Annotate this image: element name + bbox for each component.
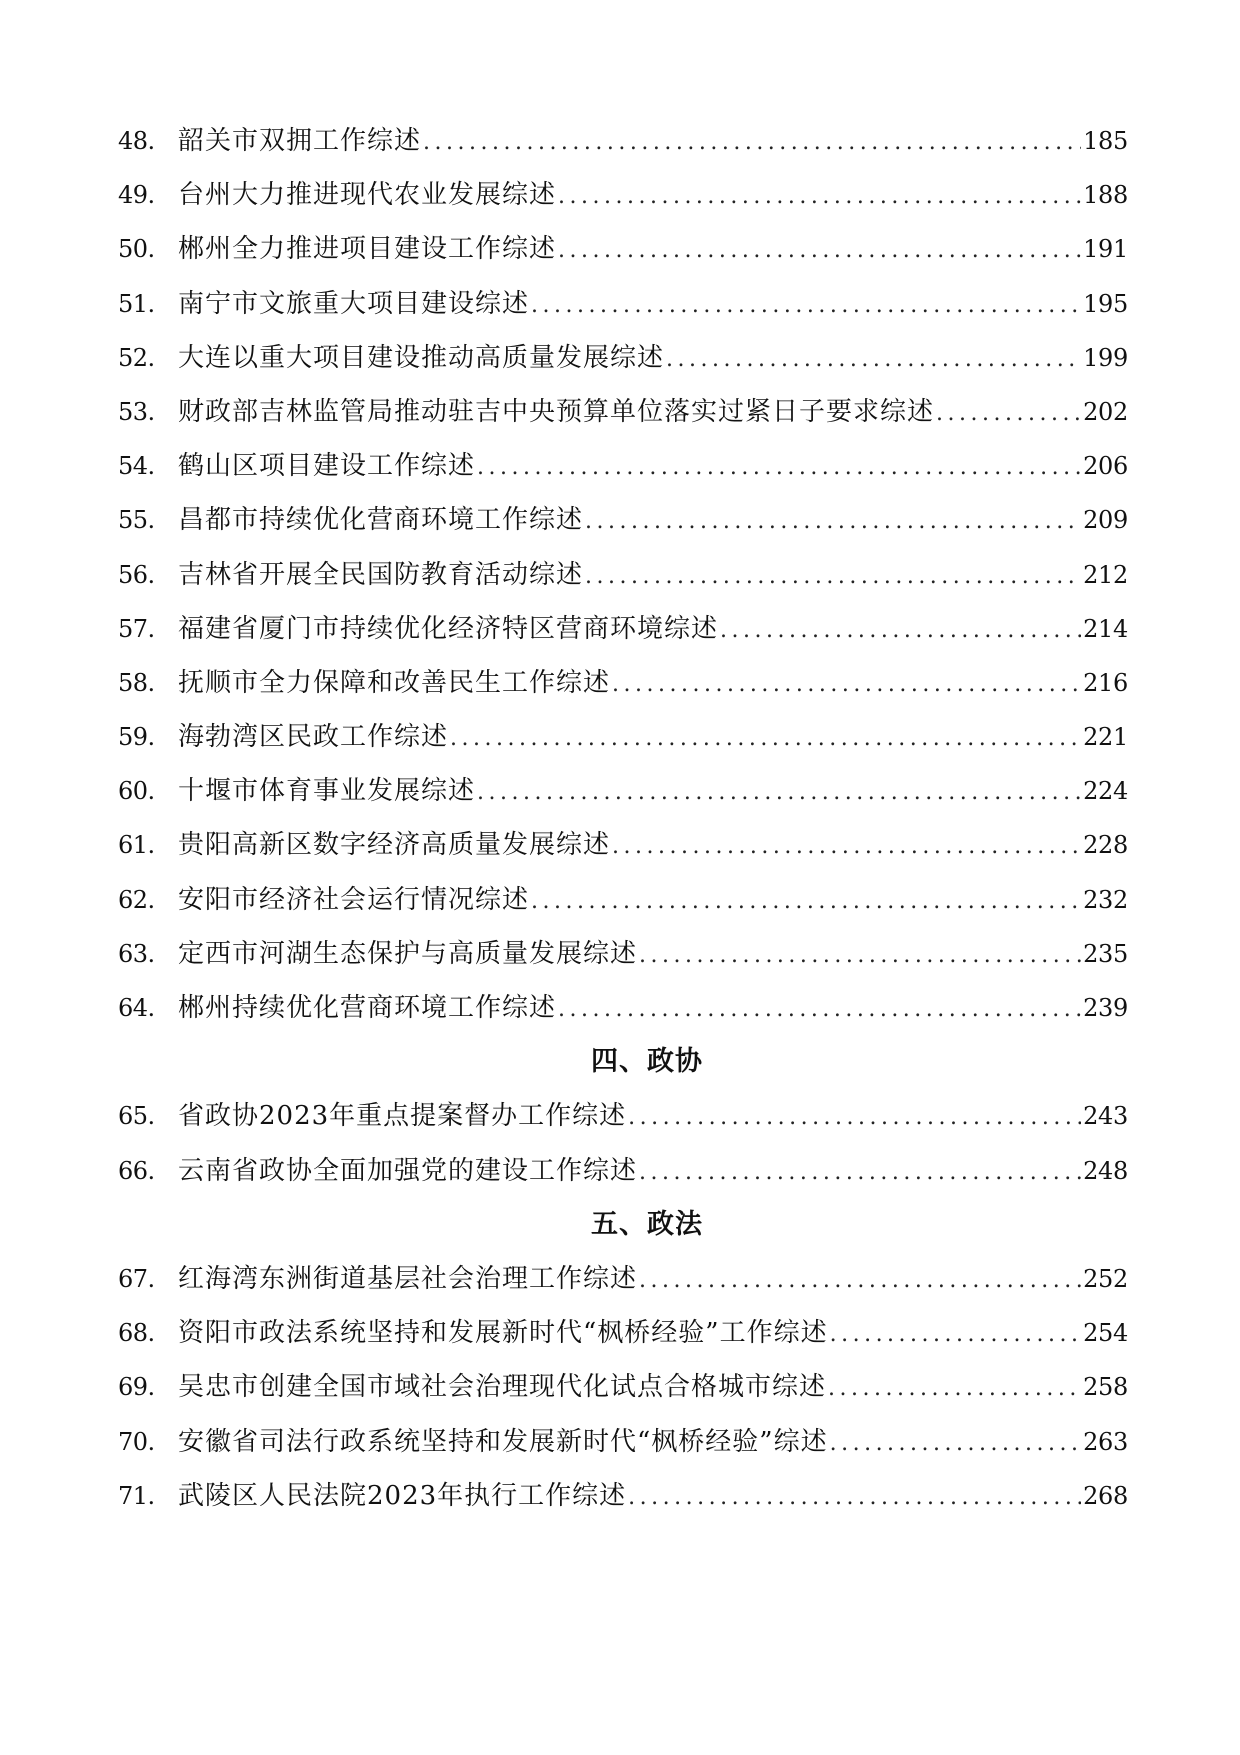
toc-entry[interactable] [118, 289, 1128, 343]
toc-entry-title: 抚顺市全力保障和改善民生工作综述 [178, 667, 611, 698]
toc-entry-page-number: 232 [1083, 885, 1128, 914]
toc-entry-number: 55. [118, 506, 155, 535]
toc-dot-leader [828, 1374, 1081, 1404]
toc-entry[interactable] [118, 668, 1128, 722]
toc-group-cppcc [118, 1101, 1128, 1209]
toc-entry-title: 武陵区人民法院2023年执行工作综述 [178, 1480, 627, 1511]
toc-dot-leader [558, 182, 1081, 212]
toc-dot-leader [558, 236, 1081, 266]
toc-entry-number: 57. [118, 614, 155, 643]
toc-dot-leader [628, 1103, 1081, 1133]
toc-entry-title: 安徽省司法行政系统坚持和发展新时代“枫桥经验”综述 [178, 1426, 828, 1457]
toc-entry-page-number: 228 [1083, 831, 1128, 860]
toc-entry-title: 定西市河湖生态保护与高质量发展综述 [178, 938, 638, 969]
toc-entry-number: 66. [118, 1156, 155, 1185]
toc-dot-leader [423, 128, 1081, 158]
toc-entry-title: 安阳市经济社会运行情况综述 [178, 884, 530, 915]
toc-entry-page-number: 224 [1083, 777, 1128, 806]
table-of-contents [118, 126, 1128, 1535]
toc-entry-number: 51. [118, 289, 155, 318]
toc-entry-title: 红海湾东洲街道基层社会治理工作综述 [178, 1263, 638, 1294]
toc-entry-page-number: 239 [1083, 994, 1128, 1022]
toc-group-economy [118, 126, 1128, 1047]
toc-entry-page-number: 185 [1083, 127, 1128, 155]
toc-entry[interactable] [118, 939, 1128, 993]
toc-entry-number: 56. [118, 560, 155, 589]
toc-entry-number: 54. [118, 452, 155, 481]
toc-dot-leader [585, 507, 1081, 537]
toc-entry-title: 财政部吉林监管局推动驻吉中央预算单位落实过紧日子要求综述 [178, 396, 935, 427]
toc-entry[interactable] [118, 722, 1128, 776]
toc-entry-number: 67. [118, 1264, 155, 1293]
toc-entry-number: 49. [118, 181, 155, 210]
toc-entry-page-number: 252 [1083, 1264, 1128, 1293]
toc-entry-page-number: 235 [1083, 939, 1128, 968]
toc-entry-number: 65. [118, 1102, 155, 1131]
toc-dot-leader [628, 1483, 1081, 1513]
toc-entry[interactable] [118, 776, 1128, 830]
toc-entry-title: 资阳市政法系统坚持和发展新时代“枫桥经验”工作综述 [178, 1318, 828, 1349]
toc-entry-page-number: 254 [1083, 1319, 1128, 1348]
toc-entry[interactable] [118, 1101, 1128, 1155]
toc-entry-title: 省政协2023年重点提案督办工作综述 [178, 1101, 627, 1132]
toc-entry-number: 58. [118, 668, 155, 697]
toc-entry-title: 韶关市双拥工作综述 [178, 126, 422, 156]
toc-entry[interactable] [118, 1156, 1128, 1210]
toc-entry-number: 52. [118, 343, 155, 372]
toc-entry-title: 云南省政协全面加强党的建设工作综述 [178, 1155, 638, 1186]
toc-entry[interactable] [118, 343, 1128, 397]
toc-dot-leader [531, 291, 1081, 321]
toc-entry-number: 59. [118, 723, 155, 752]
section-heading-cppcc: 四、政协 [591, 1046, 703, 1078]
toc-entry-number: 70. [118, 1427, 155, 1456]
toc-dot-leader [585, 562, 1081, 592]
toc-dot-leader [450, 724, 1081, 754]
toc-entry-title: 福建省厦门市持续优化经济特区营商环境综述 [178, 613, 719, 644]
toc-entry-number: 48. [118, 127, 155, 155]
toc-entry-title: 南宁市文旅重大项目建设综述 [178, 288, 530, 319]
toc-entry-title: 大连以重大项目建设推动高质量发展综述 [178, 342, 665, 373]
toc-dot-leader [666, 345, 1081, 375]
toc-dot-leader [830, 1320, 1081, 1350]
toc-group-politics-law [118, 1264, 1128, 1535]
toc-entry[interactable] [118, 885, 1128, 939]
toc-dot-leader [936, 399, 1081, 429]
toc-entry-page-number: 195 [1083, 289, 1128, 318]
toc-dot-leader [558, 995, 1081, 1025]
toc-dot-leader [639, 1266, 1081, 1296]
toc-entry[interactable] [118, 180, 1128, 234]
toc-entry-title: 昌都市持续优化营商环境工作综述 [178, 505, 584, 536]
toc-entry-page-number: 243 [1083, 1102, 1128, 1131]
toc-entry-title: 郴州持续优化营商环境工作综述 [178, 993, 557, 1023]
toc-entry[interactable] [118, 993, 1128, 1047]
toc-entry-title: 十堰市体育事业发展综述 [178, 776, 476, 807]
toc-entry-page-number: 212 [1083, 560, 1128, 589]
toc-entry[interactable] [118, 126, 1128, 180]
toc-dot-leader [612, 670, 1081, 700]
toc-entry-page-number: 199 [1083, 343, 1128, 372]
toc-dot-leader [477, 453, 1081, 483]
toc-entry-number: 61. [118, 831, 155, 860]
toc-entry[interactable] [118, 1372, 1128, 1426]
toc-entry-number: 71. [118, 1481, 155, 1510]
toc-entry-number: 60. [118, 777, 155, 806]
toc-entry-number: 53. [118, 397, 155, 426]
toc-entry-number: 68. [118, 1319, 155, 1348]
toc-entry[interactable] [118, 830, 1128, 884]
toc-entry-page-number: 263 [1083, 1427, 1128, 1456]
toc-entry[interactable] [118, 505, 1128, 559]
toc-dot-leader [477, 778, 1081, 808]
toc-entry-number: 64. [118, 994, 155, 1022]
toc-dot-leader [830, 1429, 1081, 1459]
toc-entry[interactable] [118, 451, 1128, 505]
toc-entry-page-number: 221 [1083, 723, 1128, 752]
toc-entry-title: 吴忠市创建全国市域社会治理现代化试点合格城市综述 [178, 1372, 827, 1403]
toc-entry-title: 台州大力推进现代农业发展综述 [178, 180, 557, 211]
toc-entry-title: 贵阳高新区数字经济高质量发展综述 [178, 830, 611, 861]
toc-entry-page-number: 209 [1083, 506, 1128, 535]
toc-entry-page-number: 214 [1083, 614, 1128, 643]
toc-entry-number: 50. [118, 235, 155, 264]
toc-entry-page-number: 188 [1083, 181, 1128, 210]
toc-entry-page-number: 191 [1083, 235, 1128, 264]
toc-entry-number: 69. [118, 1373, 155, 1402]
toc-entry[interactable] [118, 397, 1128, 451]
toc-entry-title: 吉林省开展全民国防教育活动综述 [178, 559, 584, 590]
toc-entry-title: 郴州全力推进项目建设工作综述 [178, 234, 557, 265]
toc-entry[interactable] [118, 1318, 1128, 1372]
toc-entry[interactable] [118, 1427, 1128, 1481]
toc-entry-page-number: 248 [1083, 1156, 1128, 1185]
toc-dot-leader [612, 832, 1081, 862]
toc-entry-page-number: 202 [1083, 397, 1128, 426]
toc-dot-leader [639, 941, 1081, 971]
toc-entry-title: 海勃湾区民政工作综述 [178, 722, 449, 753]
toc-entry[interactable] [118, 1264, 1128, 1318]
toc-entry[interactable] [118, 614, 1128, 668]
toc-entry[interactable] [118, 560, 1128, 614]
toc-entry-number: 63. [118, 939, 155, 968]
toc-dot-leader [531, 887, 1081, 917]
toc-dot-leader [639, 1158, 1081, 1188]
toc-entry-title: 鹤山区项目建设工作综述 [178, 451, 476, 482]
toc-entry-page-number: 206 [1083, 452, 1128, 481]
toc-entry-page-number: 268 [1083, 1481, 1128, 1510]
section-heading-politics-law: 五、政法 [591, 1208, 703, 1240]
toc-entry-number: 62. [118, 885, 155, 914]
toc-entry[interactable] [118, 234, 1128, 288]
toc-entry-page-number: 258 [1083, 1373, 1128, 1402]
toc-dot-leader [720, 616, 1081, 646]
toc-entry[interactable] [118, 1481, 1128, 1535]
toc-entry-page-number: 216 [1083, 668, 1128, 697]
